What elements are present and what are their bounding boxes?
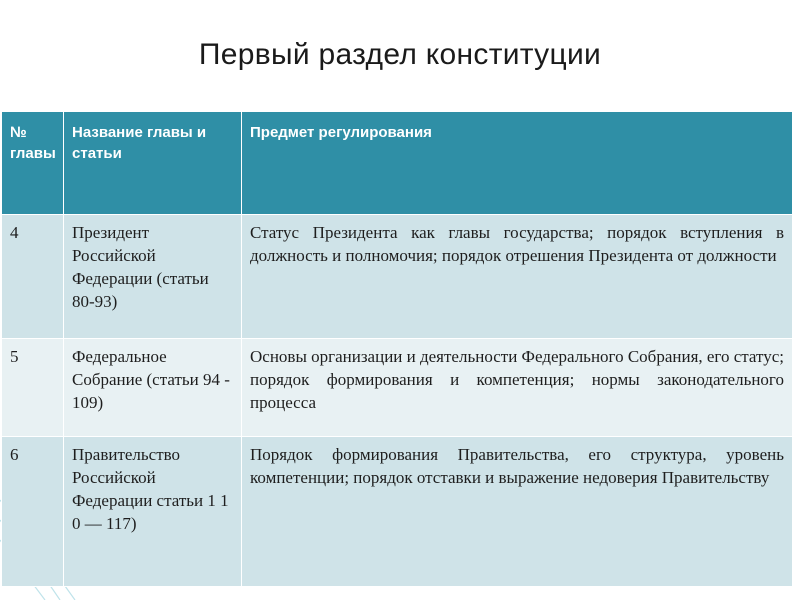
chapter-name: Правительство Российской Федерации статьи 1 1 0 — 117) — [64, 437, 242, 587]
header-chapter-number: № главы — [2, 112, 64, 215]
chapter-subject: Порядок формирования Правительства, его структура, уровень компетенции; порядок отставки и выражение недоверия Правительству — [242, 437, 793, 587]
chapter-number: 4 — [2, 215, 64, 339]
chapter-name: Федеральное Собрание (статьи 94 - 109) — [64, 339, 242, 437]
chapter-subject: Основы организации и деятельности Федерального Собрания, его статус; порядок формирования и компетенция; нормы законодательного процесса — [242, 339, 793, 437]
chapter-subject: Статус Президента как главы государства; порядок вступления в должность и полномочия; порядок отрешения Президента от должности — [242, 215, 793, 339]
table-header-row — [2, 112, 793, 215]
chapter-number: 5 — [2, 339, 64, 437]
header-chapter-name: Название главы и статьи — [64, 112, 242, 215]
header-subject: Предмет регулирования — [242, 112, 793, 215]
constitution-table — [1, 111, 793, 587]
chapter-number: 6 — [2, 437, 64, 587]
table-row — [2, 339, 793, 437]
page-title: Первый раздел конституции — [198, 38, 602, 71]
table-row — [2, 215, 793, 339]
chapter-name: Президент Российской Федерации (статьи 80-93) — [64, 215, 242, 339]
table-row — [2, 437, 793, 587]
